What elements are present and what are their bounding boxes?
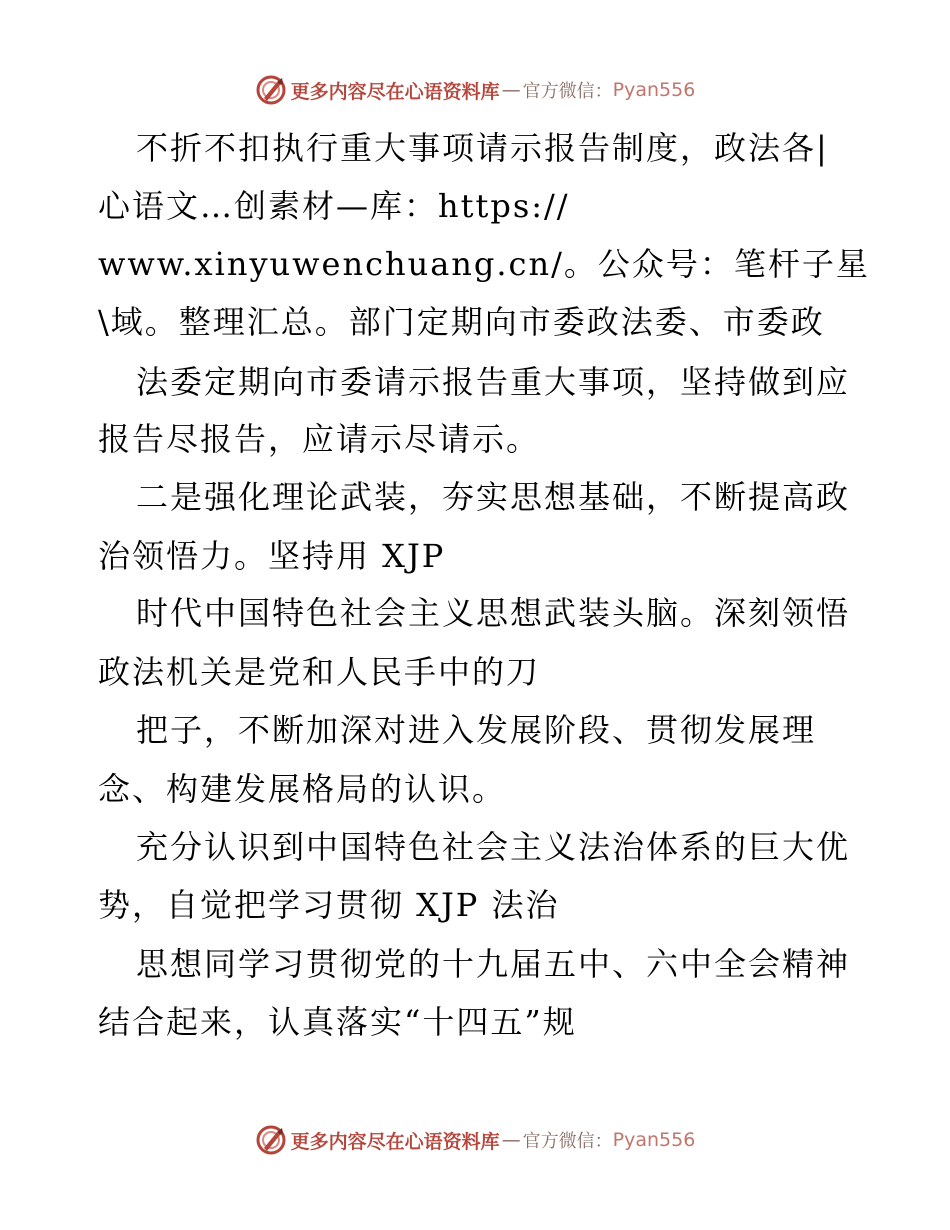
body-line: \域。整理汇总。部门定期向市委政法委、市委政 (98, 303, 825, 341)
body-line: 心语文…创素材—库：https:// (98, 187, 570, 225)
body-line: 治领悟力。坚持用 XJP (98, 537, 446, 575)
banner-main-text: 更多内容尽在心语资料库 (290, 80, 500, 103)
body-line: 二是强化理论武装，夯实思想基础，不断提高政 (136, 478, 851, 516)
banner-main-text: 更多内容尽在心语资料库 (290, 1130, 500, 1153)
body-line: 政法机关是党和人民手中的刀 (98, 653, 541, 691)
footer-banner (0, 1122, 950, 1158)
body-line: 报告尽报告，应请示尽请示。 (98, 420, 541, 458)
body-line: 结合起来，认真落实“十四五”规 (98, 1003, 577, 1041)
body-line: 不折不扣执行重大事项请示报告制度，政法各| (136, 129, 829, 167)
banner-dash: — (501, 79, 521, 101)
body-line: 念、构建发展格局的认识。 (98, 770, 507, 808)
banner-wechat-id: Pyan556 (612, 79, 696, 101)
banner-dash: — (501, 1129, 521, 1151)
banner-wechat-id: Pyan556 (612, 1129, 696, 1151)
body-line: 时代中国特色社会主义思想武装头脑。深刻领悟 (136, 594, 851, 632)
body-line: 把子，不断加深对进入发展阶段、贯彻发展理 (136, 711, 817, 749)
banner-sub-text: 官方微信： (522, 81, 613, 102)
banner-sub-text: 官方微信： (522, 1131, 613, 1152)
body-line: 法委定期向市委请示报告重大事项，坚持做到应 (136, 363, 851, 401)
body-line: 思想同学习贯彻党的十九届五中、六中全会精神 (136, 945, 851, 983)
body-line: 势，自觉把学习贯彻 XJP 法治 (98, 886, 560, 924)
body-line: www.xinyuwenchuang.cn/。公众号：笔杆子星 (98, 245, 870, 283)
pen-logo-icon (255, 1124, 287, 1156)
body-line: 充分认识到中国特色社会主义法治体系的巨大优 (136, 828, 851, 866)
